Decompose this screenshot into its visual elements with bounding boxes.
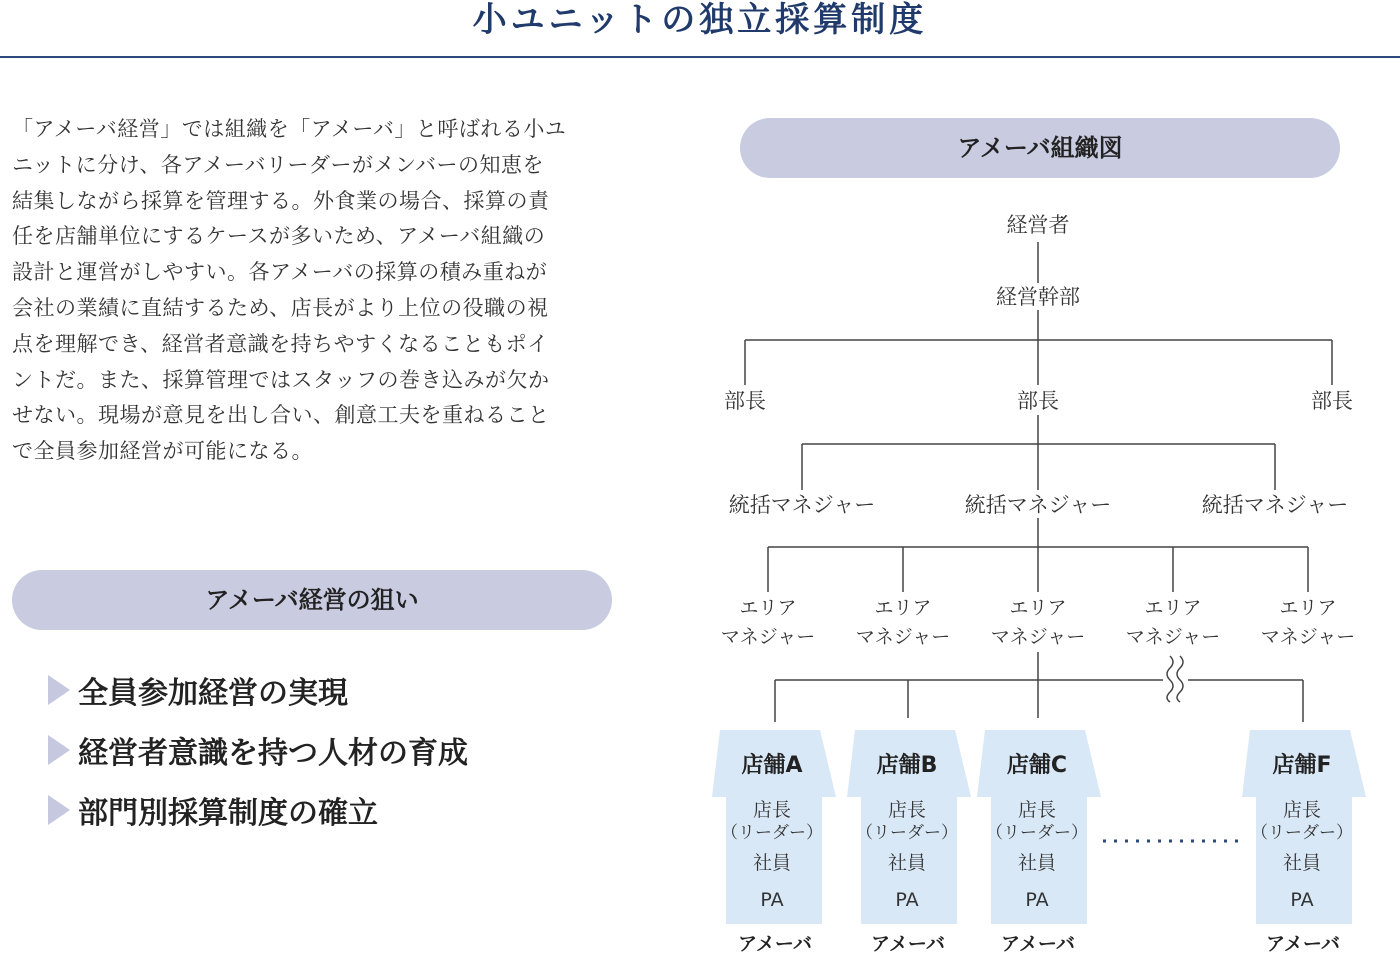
body-line: 会社の業績に直結するため、店長がより上位の役職の視 <box>12 295 549 320</box>
executive-node: 経営者 <box>1006 213 1070 237</box>
body-line: 設計と運営がしやすい。各アメーバの採算の積み重ねが <box>12 260 548 285</box>
area-manager-line: エリア <box>739 597 797 619</box>
store-amoeba <box>1242 730 1366 955</box>
store-role: 店長 <box>1282 799 1322 821</box>
store-role: 社員 <box>1282 852 1322 874</box>
store-role: （リーダー） <box>986 823 1088 843</box>
body-line: で全員参加経営が可能になる。 <box>12 439 313 464</box>
store-role: 店長 <box>752 799 792 821</box>
area-manager-line: エリア <box>874 597 932 619</box>
amoeba-label: アメーバ <box>871 933 945 955</box>
store-role: PA <box>895 889 919 911</box>
amoeba-label: アメーバ <box>1266 933 1340 955</box>
area-manager-node <box>1126 597 1221 648</box>
store-role: （リーダー） <box>1251 823 1353 843</box>
body-line: 任を店舗単位にするケースが多いため、アメーバ組織の <box>12 224 546 249</box>
store-amoeba <box>977 730 1101 955</box>
store-name: 店舗C <box>1006 753 1068 778</box>
exec-board-node: 経営幹部 <box>996 285 1080 309</box>
store-amoeba <box>847 730 971 955</box>
area-manager-node <box>721 597 816 648</box>
area-manager-node <box>856 597 951 648</box>
area-manager-line: マネジャー <box>1260 626 1356 648</box>
aims-heading: アメーバ経営の狙い <box>12 570 612 630</box>
store-name: 店舗F <box>1272 753 1332 778</box>
store-name: 店舗B <box>876 753 938 778</box>
body-line: 点を理解でき、経営者意識を持ちやすくなることもポイ <box>12 331 549 356</box>
area-manager-line: エリア <box>1009 597 1067 619</box>
aim-label: 全員参加経営の実現 <box>78 676 348 711</box>
org-connectors <box>745 242 1332 722</box>
general-manager-node: 統括マネジャー <box>728 493 876 517</box>
manager-node: 部長 <box>724 389 766 413</box>
page-title: 小ユニットの独立採算制度 <box>0 0 1400 58</box>
store-role: 店長 <box>887 799 927 821</box>
body-line: ニットに分け、各アメーバリーダーがメンバーの知恵を <box>12 152 545 177</box>
body-line: せない。現場が意見を出し合い、創意工夫を重ねること <box>12 403 550 428</box>
area-manager-line: マネジャー <box>855 626 951 648</box>
aim-label: 部門別採算制度の確立 <box>78 796 378 831</box>
store-role: PA <box>1290 889 1314 911</box>
body-line: 結集しながら採算を管理する。外食業の場合、採算の責 <box>12 188 550 213</box>
org-chart-heading: アメーバ組織図 <box>740 118 1340 178</box>
area-manager-line: マネジャー <box>720 626 816 648</box>
amoeba-label: アメーバ <box>1001 933 1075 955</box>
body-line: ントだ。また、採算管理ではスタッフの巻き込みが欠か <box>12 367 550 392</box>
area-manager-node <box>991 597 1086 648</box>
store-role: （リーダー） <box>721 823 823 843</box>
area-manager-line: マネジャー <box>990 626 1086 648</box>
break-mark-icon <box>1177 656 1183 702</box>
break-mark-icon <box>1167 656 1173 702</box>
store-name: 店舗A <box>741 753 803 778</box>
area-manager-line: エリア <box>1144 597 1202 619</box>
area-manager-line: エリア <box>1279 597 1337 619</box>
area-manager-line: マネジャー <box>1125 626 1221 648</box>
manager-node: 部長 <box>1311 389 1353 413</box>
amoeba-label: アメーバ <box>738 933 812 955</box>
general-manager-node: 統括マネジャー <box>964 493 1112 517</box>
general-manager-node: 統括マネジャー <box>1201 493 1349 517</box>
store-amoeba <box>712 730 836 955</box>
manager-node: 部長 <box>1017 389 1059 413</box>
store-role: 社員 <box>1017 852 1057 874</box>
store-role: PA <box>1025 889 1049 911</box>
area-manager-node <box>1261 597 1356 648</box>
body-line: 「アメーバ経営」では組織を「アメーバ」と呼ばれる小ユ <box>12 117 567 141</box>
store-role: PA <box>760 889 784 911</box>
aim-label: 経営者意識を持つ人材の育成 <box>78 736 468 771</box>
store-role: （リーダー） <box>856 823 958 843</box>
store-role: 社員 <box>887 852 927 874</box>
store-role: 社員 <box>752 852 792 874</box>
store-role: 店長 <box>1017 799 1057 821</box>
